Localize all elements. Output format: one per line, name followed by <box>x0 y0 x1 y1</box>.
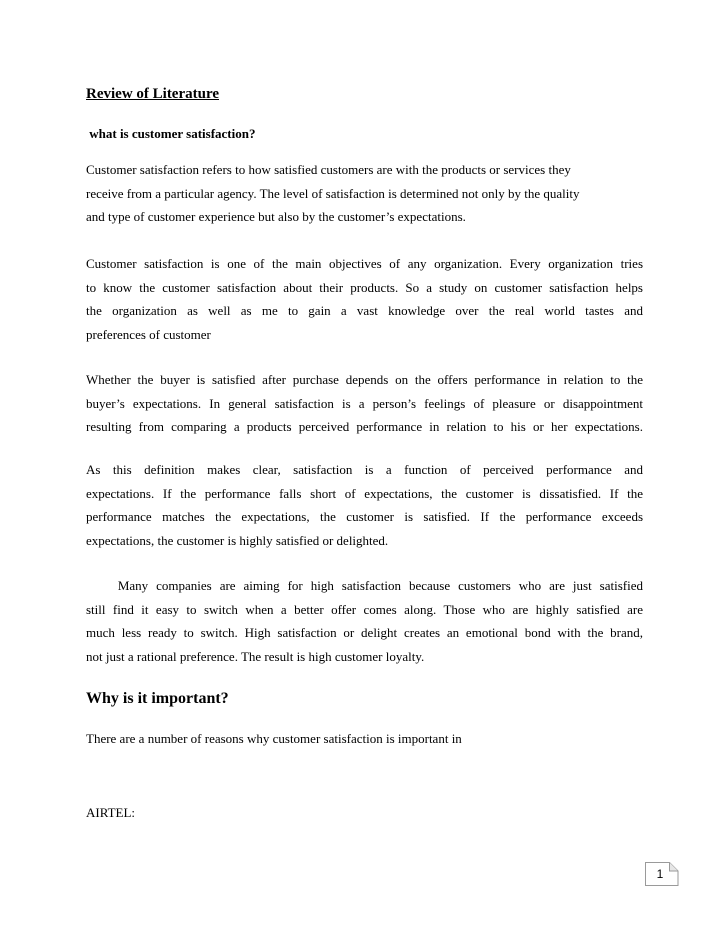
paragraph-line: the organization as well as me to gain a vast knowledge over the real world tastes and <box>86 303 643 318</box>
paragraph-line: still find it easy to switch when a better offer comes along. Those who are highly satisfied are <box>86 601 643 617</box>
paragraph-line: and type of customer experience but also by the customer’s expectations. <box>86 209 466 224</box>
paragraph-line: Whether the buyer is satisfied after purchase depends on the offers performance in relation to the <box>86 372 643 387</box>
paragraph-line: performance matches the expectations, the customer is satisfied. If the performance exceeds <box>86 509 643 524</box>
section-intro-text: There are a number of reasons why customer satisfaction is important in <box>86 731 462 746</box>
paragraph-line: expectations. If the performance falls short of expectations, the customer is dissatisfied. If the <box>86 485 643 501</box>
review-of-literature-heading: Review of Literature <box>86 86 220 102</box>
paragraph-high-satisfaction <box>86 574 643 668</box>
paragraph-line: resulting from comparing a products perceived performance in relation to his or her expectations. <box>86 419 643 434</box>
paragraph-line: to know the customer satisfaction about their products. So a study on customer satisfaction helps <box>86 279 643 295</box>
paragraph-definition <box>86 158 643 229</box>
paragraph-line: buyer’s expectations. In general satisfaction is a person’s feelings of pleasure or disappointment <box>86 395 643 411</box>
paragraph-line: Customer satisfaction refers to how satisfied customers are with the products or services they <box>86 162 571 177</box>
paragraph-objectives <box>86 252 643 346</box>
paragraph-line: expectations, the customer is highly satisfied or delighted. <box>86 532 389 548</box>
paragraph-line: As this definition makes clear, satisfaction is a function of perceived performance and <box>86 462 643 477</box>
paragraph-line: Customer satisfaction is one of the main objectives of any organization. Every organization tries <box>86 256 643 271</box>
page-number: 1 <box>656 867 664 881</box>
airtel-label: AIRTEL: <box>86 805 136 820</box>
paragraph-line: receive from a particular agency. The level of satisfaction is determined not only by the quality <box>86 185 580 201</box>
page-number-badge <box>645 862 676 886</box>
paragraph-line: preferences of customer <box>86 326 211 342</box>
customer-satisfaction-question: what is customer satisfaction? <box>86 126 256 141</box>
paragraph-line: Many companies are aiming for high satisfaction because customers who are just satisfied <box>86 578 643 593</box>
why-important-heading: Why is it important? <box>86 690 229 707</box>
paragraph-line: much less ready to switch. High satisfaction or delight creates an emotional bond with the brand, <box>86 625 643 640</box>
paragraph-definition-function <box>86 458 643 552</box>
paragraph-buyer-satisfaction <box>86 368 643 439</box>
paragraph-line: not just a rational preference. The result is high customer loyalty. <box>86 648 425 664</box>
